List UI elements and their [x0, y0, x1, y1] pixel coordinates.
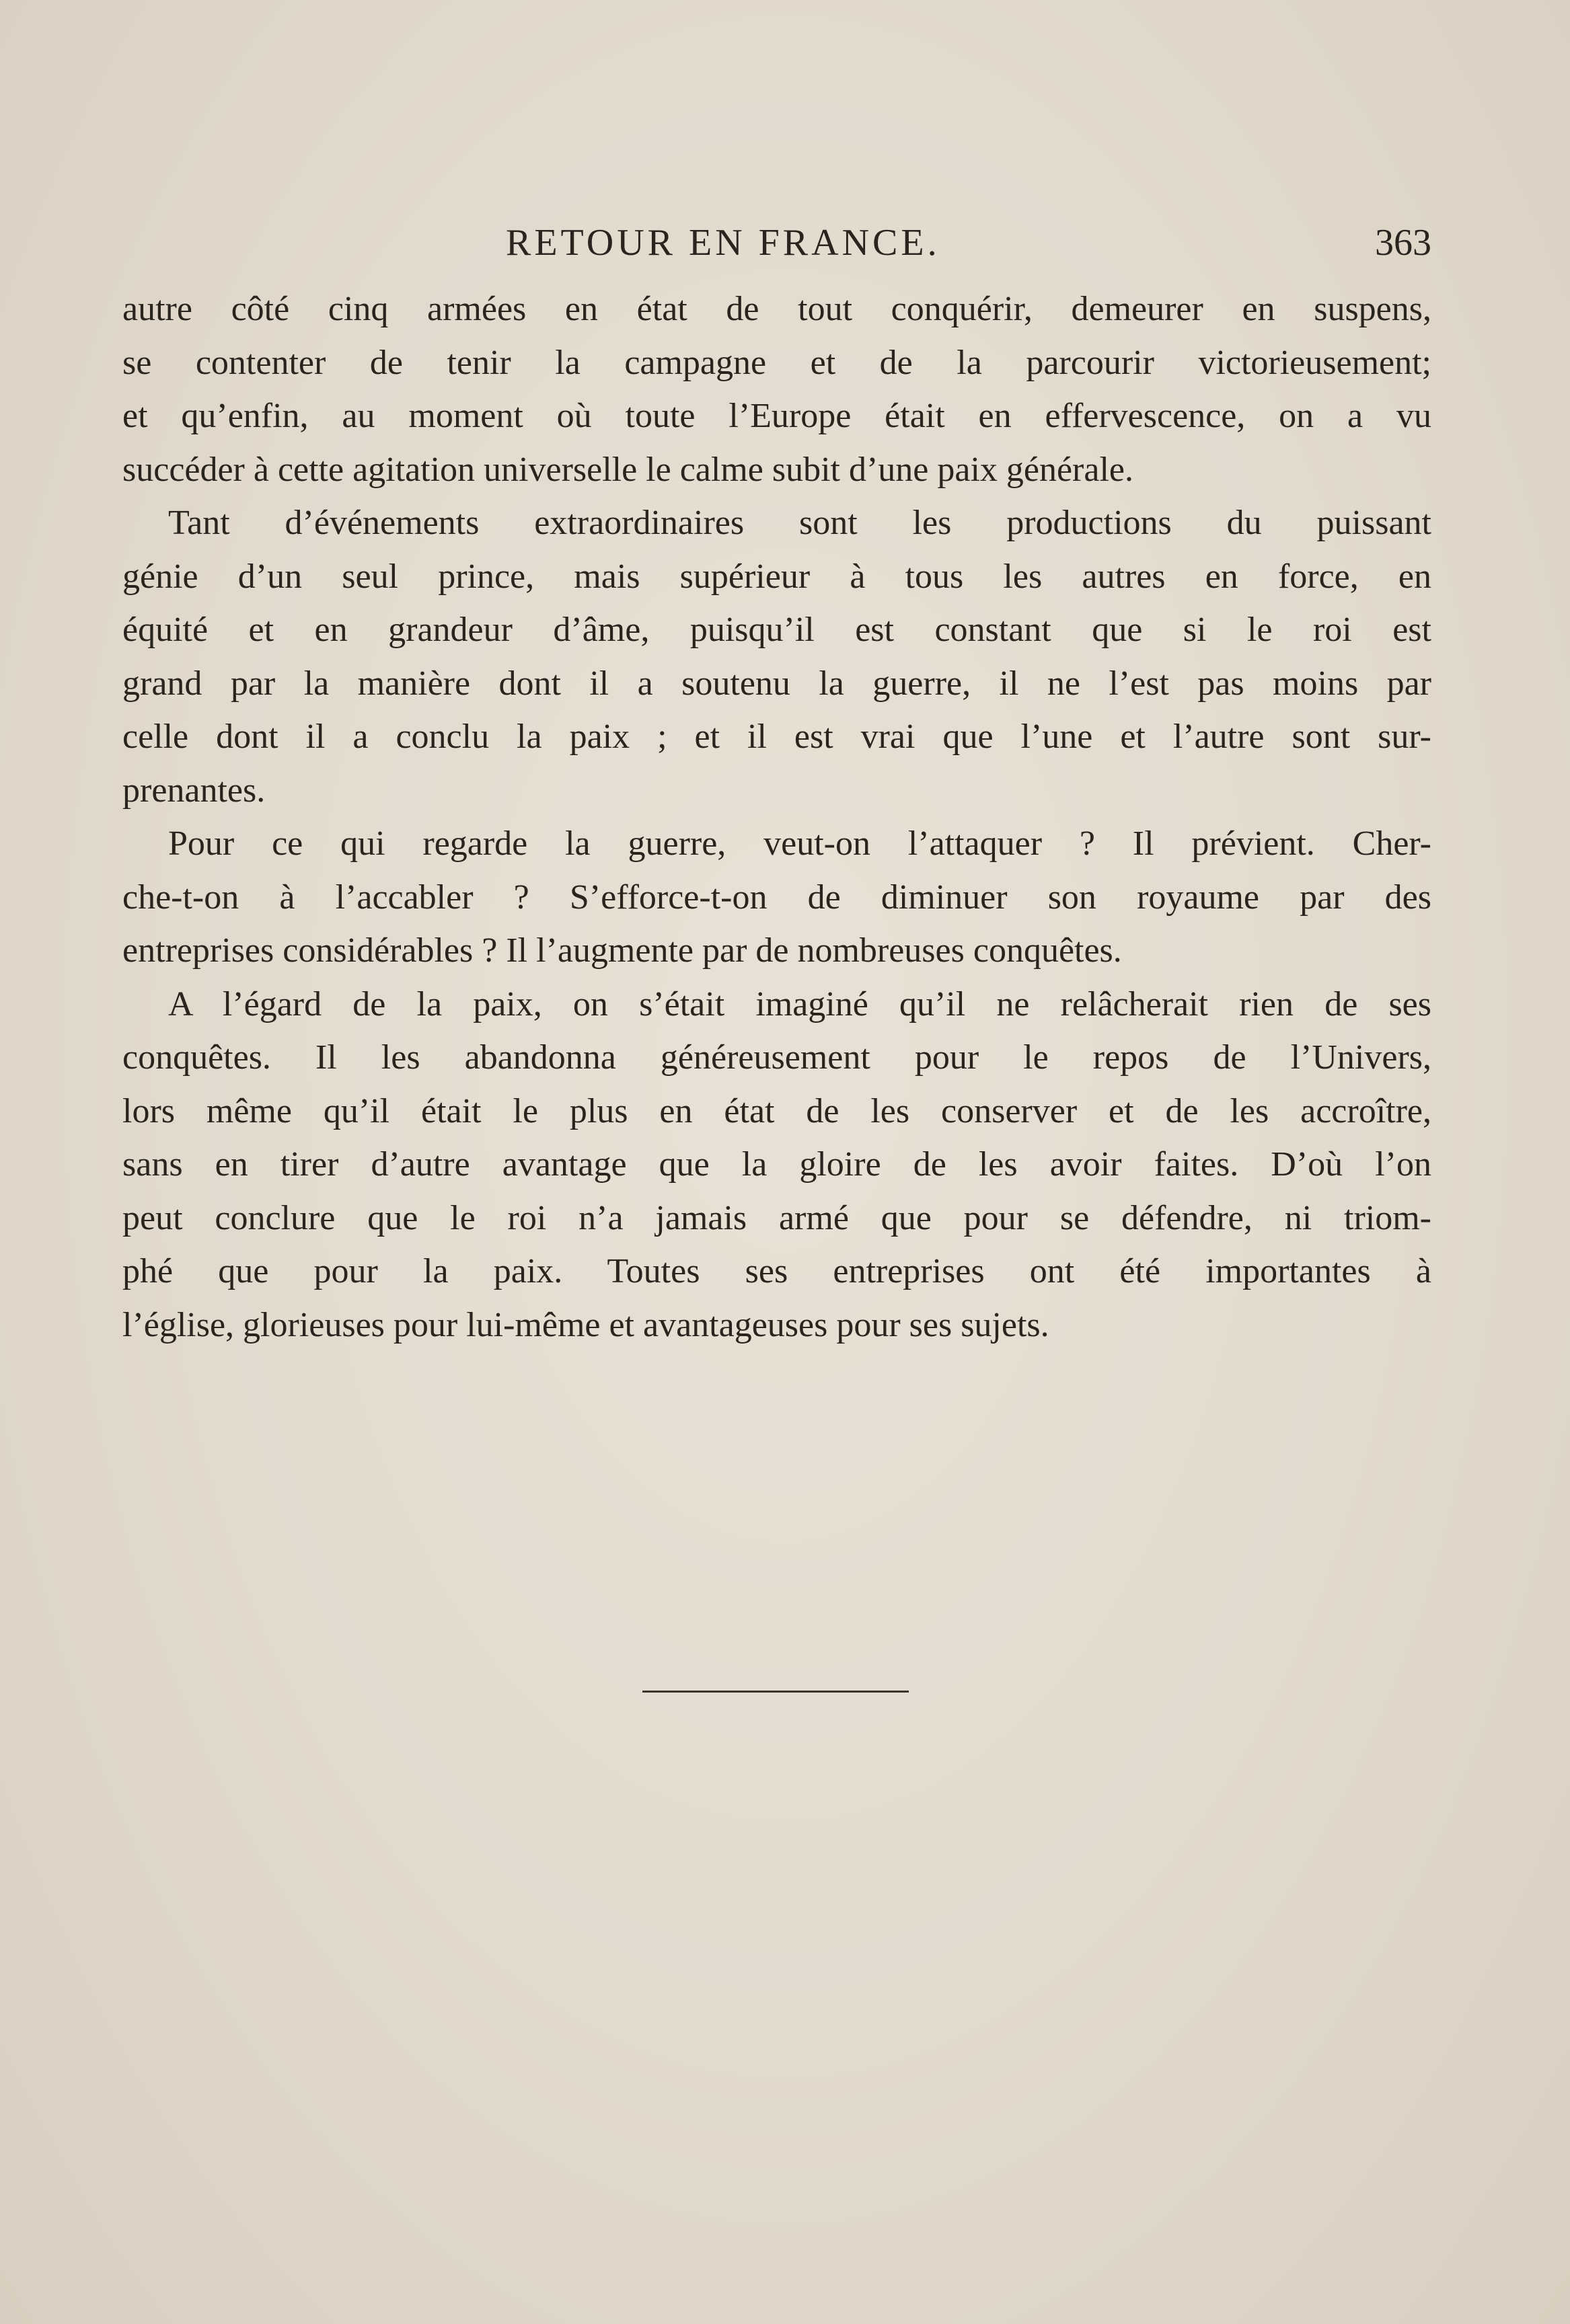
text-line: autre côté cinq armées en état de tout conquérir, demeurer en suspens,: [122, 290, 1431, 328]
text-line: phé que pour la paix. Toutes ses entreprises ont été importantes à: [122, 1252, 1431, 1290]
end-rule: [642, 1691, 909, 1693]
text-line: se contenter de tenir la campagne et de la parcourir victorieusement;: [122, 343, 1431, 382]
text-line: équité et en grandeur d’âme, puisqu’il est constant que si le roi est: [122, 611, 1431, 649]
running-title: RETOUR EN FRANCE.: [506, 222, 940, 264]
text-line: peut conclure que le roi n’a jamais armé que pour se défendre, ni triom-: [122, 1198, 1431, 1237]
body-text: [122, 282, 1431, 1352]
text-line: succéder à cette agitation universelle le calme subit d’une paix générale.: [122, 450, 1133, 489]
text-line: prenantes.: [122, 771, 266, 810]
text-line: conquêtes. Il les abandonna généreusement pour le repos de l’Univers,: [122, 1038, 1431, 1077]
text-line: grand par la manière dont il a soutenu la guerre, il ne l’est pas moins par: [122, 664, 1431, 703]
text-line: et qu’enfin, au moment où toute l’Europe était en effervescence, on a vu: [122, 397, 1431, 435]
text-line: celle dont il a conclu la paix ; et il est vrai que l’une et l’autre sont sur-: [122, 718, 1431, 756]
page-number: 363: [1375, 222, 1431, 264]
text-line: A l’égard de la paix, on s’était imaginé qu’il ne relâcherait rien de ses: [168, 984, 1431, 1023]
text-line: Pour ce qui regarde la guerre, veut-on l’attaquer ? Il prévient. Cher-: [168, 824, 1431, 863]
text-line: génie d’un seul prince, mais supérieur à tous les autres en force, en: [122, 557, 1431, 596]
running-head: [122, 219, 1431, 267]
text-line: che-t-on à l’accabler ? S’efforce-t-on de diminuer son royaume par des: [122, 878, 1431, 917]
text-line: entreprises considérables ? Il l’augmente par de nombreuses conquêtes.: [122, 931, 1122, 970]
text-line: lors même qu’il était le plus en état de les conserver et de les accroître,: [122, 1091, 1431, 1130]
text-line: sans en tirer d’autre avantage que la gloire de les avoir faites. D’où l’on: [122, 1145, 1431, 1184]
text-line: l’église, glorieuses pour lui-même et avantageuses pour ses sujets.: [122, 1305, 1049, 1344]
text-line: Tant d’événements extraordinaires sont les productions du puissant: [168, 504, 1431, 542]
